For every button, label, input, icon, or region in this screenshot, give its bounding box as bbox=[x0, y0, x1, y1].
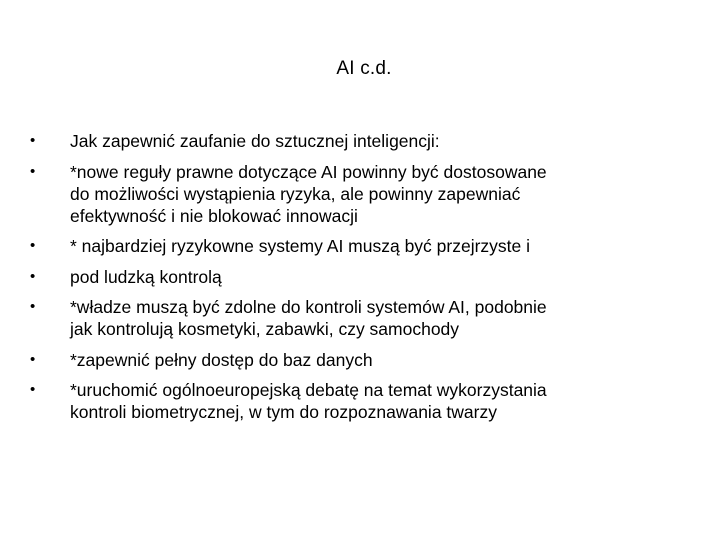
slide-title: AI c.d. bbox=[336, 58, 392, 79]
bullet-item bbox=[30, 157, 690, 232]
bullet-list bbox=[30, 126, 690, 428]
bullet-point-icon: • bbox=[30, 237, 36, 254]
bullet-point-icon: • bbox=[30, 132, 36, 149]
bullet-text: *władze muszą być zdolne do kontroli systemów AI, podobnie jak kontrolują kosmetyki, zabawki, czy samochody bbox=[70, 297, 547, 339]
bullet-text: * najbardziej ryzykowne systemy AI muszą być przejrzyste i bbox=[70, 236, 531, 256]
bullet-item bbox=[30, 375, 690, 428]
bullet-text: Jak zapewnić zaufanie do sztucznej inteligencji: bbox=[70, 131, 440, 151]
bullet-point-icon: • bbox=[30, 298, 36, 315]
bullet-text: *uruchomić ogólnoeuropejską debatę na temat wykorzystania kontroli biometrycznej, w tym do rozpoznawania twarzy bbox=[70, 380, 547, 422]
bullet-item bbox=[30, 345, 690, 376]
bullet-point-icon: • bbox=[30, 267, 36, 285]
bullet-point-icon: • bbox=[30, 350, 36, 368]
bullet-text: pod ludzką kontrolą bbox=[70, 266, 222, 287]
bullet-text: *nowe reguły prawne dotyczące AI powinny być dostosowane do możliwości wystąpienia ryzyka, ale powinny zapewniać efektywność i nie blokować innowacji bbox=[70, 161, 547, 226]
bullet-item bbox=[30, 231, 690, 262]
bullet-point-icon: • bbox=[30, 381, 36, 398]
bullet-item bbox=[30, 292, 690, 345]
bullet-text: *zapewnić pełny dostęp do baz danych bbox=[70, 349, 373, 370]
bullet-item bbox=[30, 126, 690, 157]
bullet-point-icon: • bbox=[30, 162, 36, 180]
bullet-item bbox=[30, 262, 690, 293]
